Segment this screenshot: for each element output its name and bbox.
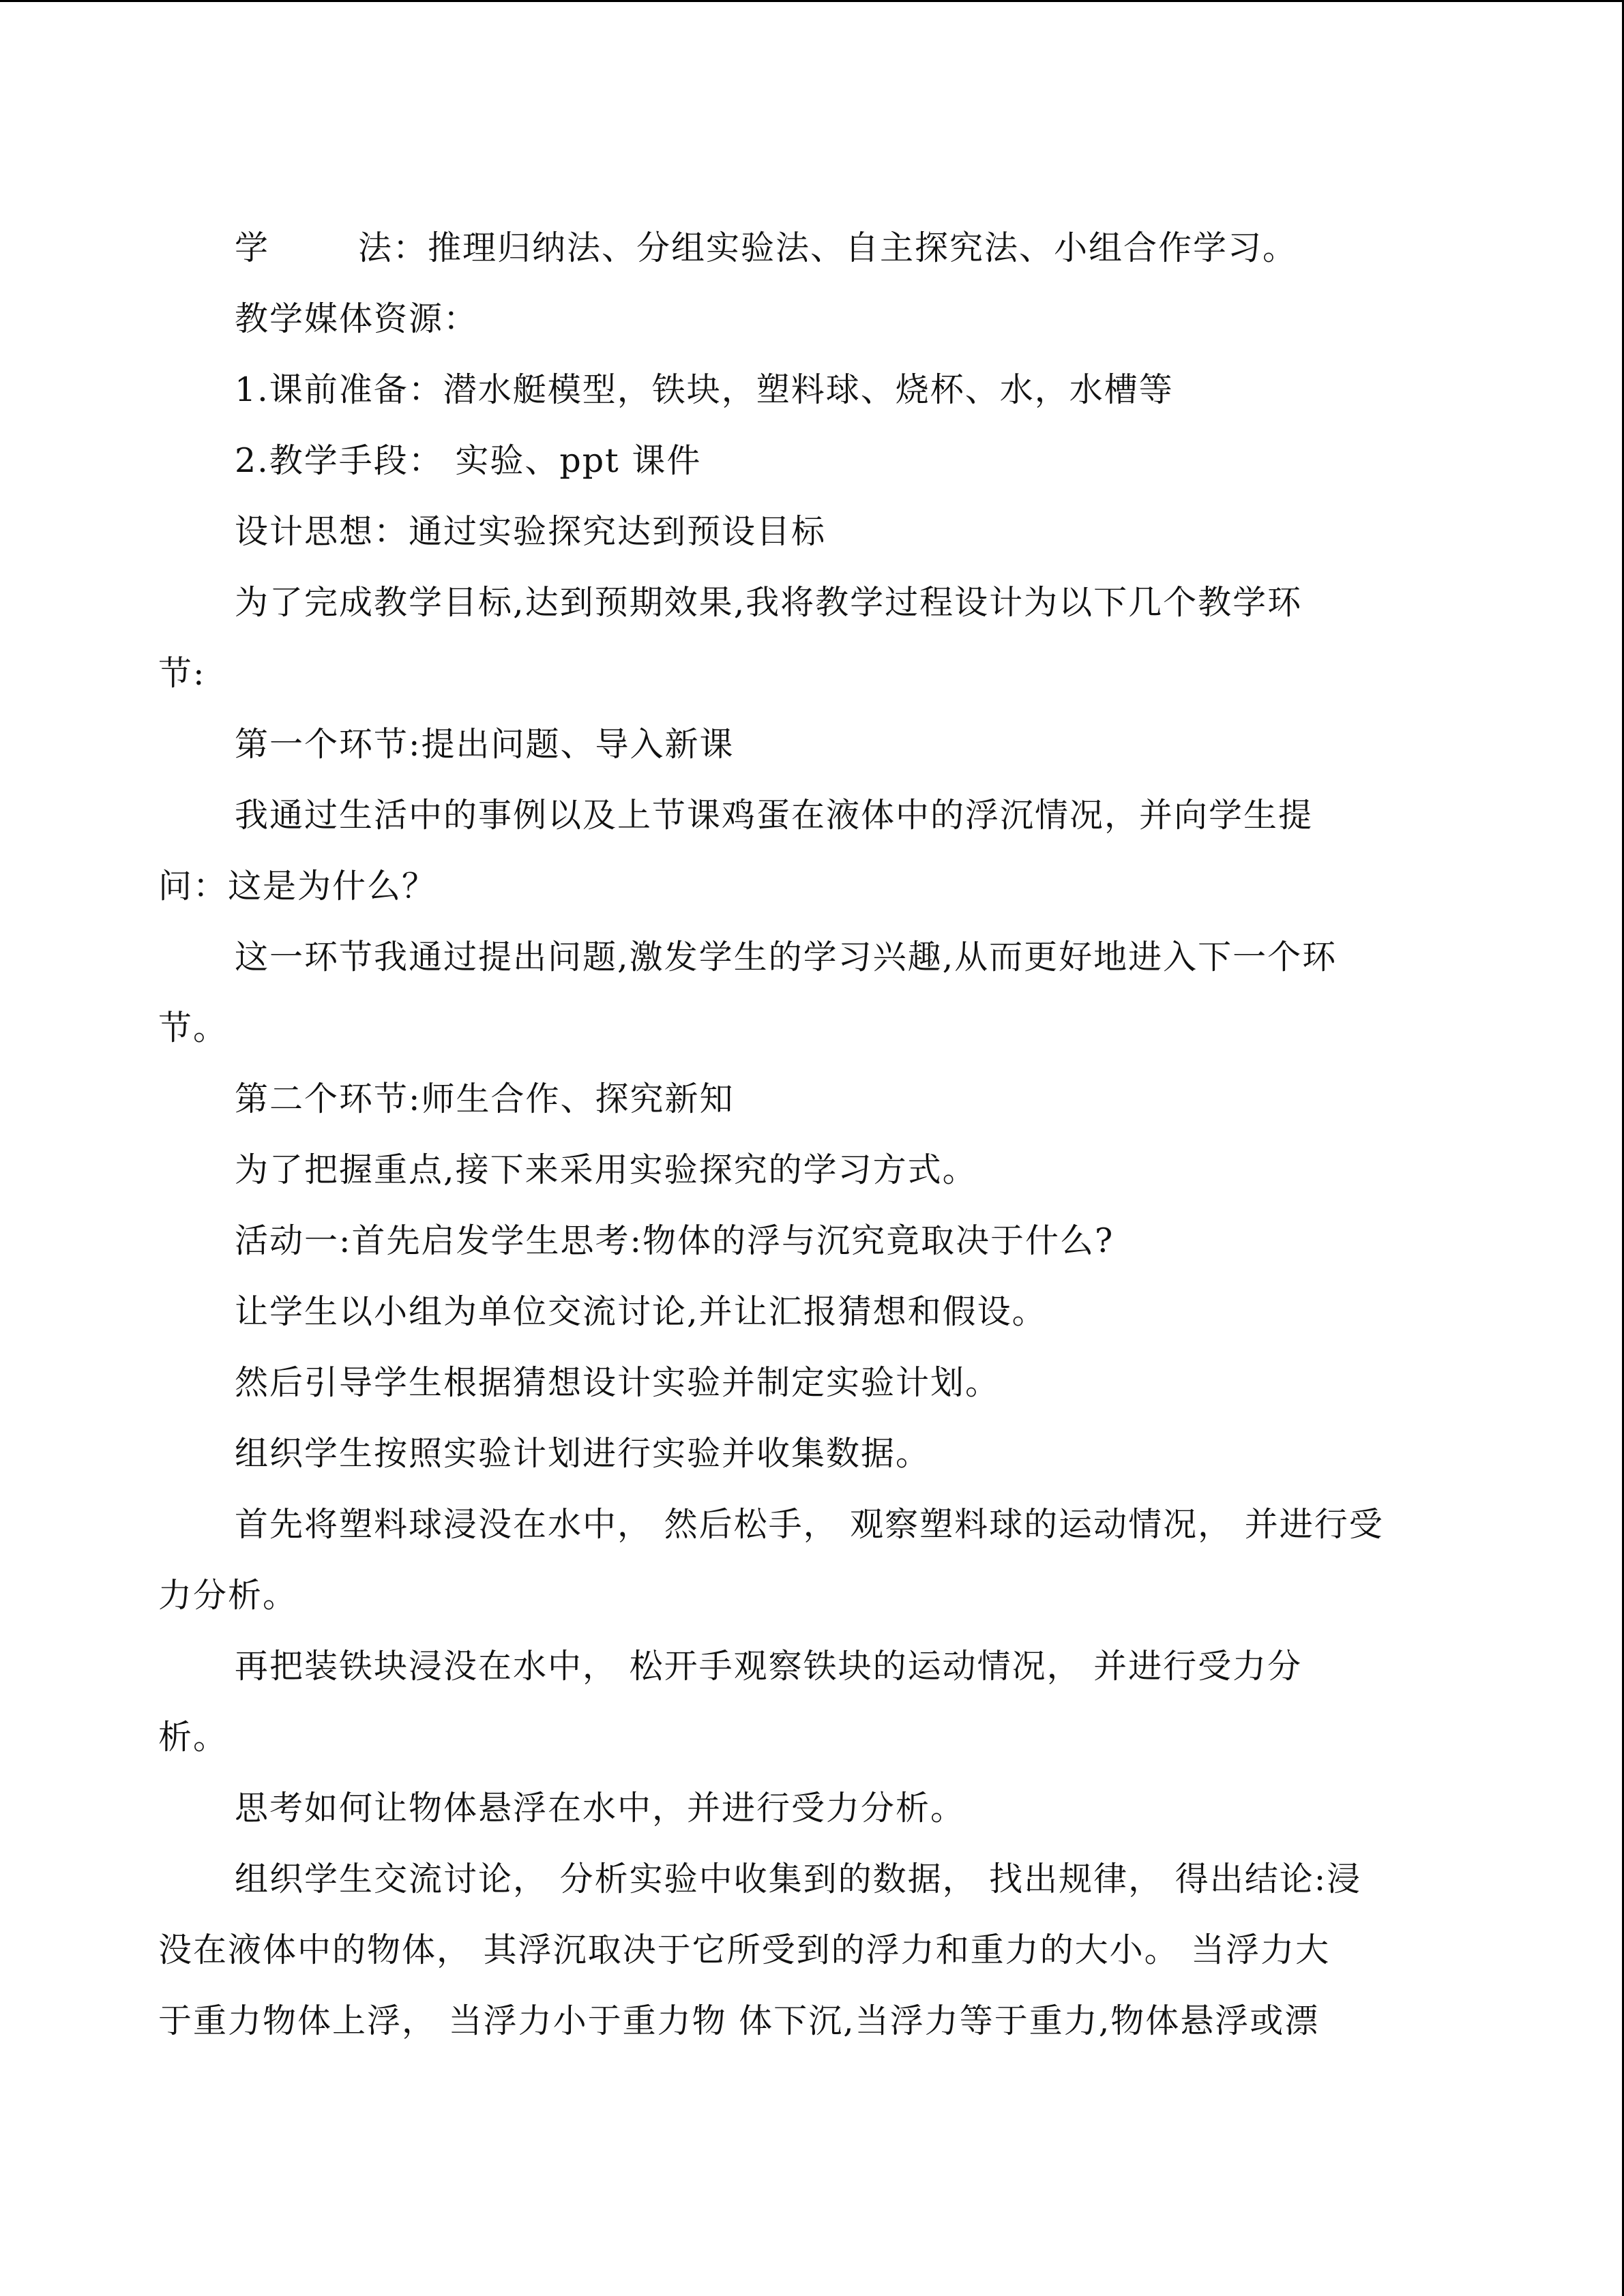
text-line: 教学媒体资源： bbox=[235, 299, 479, 338]
text-line: 问：这是为什么？ bbox=[158, 867, 437, 906]
text-line: 思考如何让物体悬浮在水中，并进行受力分析。 bbox=[235, 1789, 966, 1828]
document-body bbox=[158, 213, 1471, 2057]
text-line: 节。 bbox=[158, 1009, 228, 1047]
section-heading: 第一个环节:提出问题、导入新课 bbox=[235, 725, 735, 764]
text-line: 这一环节我通过提出问题,激发学生的学习兴趣,从而更好地进入下一个环 bbox=[235, 938, 1338, 976]
text-line: 为了把握重点,接下来采用实验探究的学习方式。 bbox=[235, 1150, 977, 1189]
text-line: 然后引导学生根据猜想设计实验并制定实验计划。 bbox=[235, 1363, 1001, 1402]
text-line: 没在液体中的物体， 其浮沉取决于它所受到的浮力和重力的大小。 当浮力大 bbox=[158, 1930, 1331, 1969]
text-line: 于重力物体上浮， 当浮力小于重力物 体下沉,当浮力等于重力,物体悬浮或漂 bbox=[158, 2001, 1320, 2040]
text-line: 活动一:首先启发学生思考:物体的浮与沉究竟取决于什么? bbox=[235, 1221, 1114, 1260]
section-heading: 第二个环节:师生合作、探究新知 bbox=[235, 1079, 735, 1118]
study-method-value: 法：推理归纳法、分组实验法、自主探究法、小组合作学习。 bbox=[358, 228, 1298, 267]
text-line-study-method bbox=[158, 213, 1471, 284]
text-line: 1.课前准备：潜水艇模型，铁块，塑料球、烧杯、水，水槽等 bbox=[235, 370, 1174, 409]
text-line: 让学生以小组为单位交流讨论,并让汇报猜想和假设。 bbox=[235, 1292, 1047, 1331]
text-line: 设计思想：通过实验探究达到预设目标 bbox=[235, 512, 827, 551]
text-line: 组织学生按照实验计划进行实验并收集数据。 bbox=[235, 1434, 931, 1473]
text-line: 首先将塑料球浸没在水中， 然后松手， 观察塑料球的运动情况， 并进行受 bbox=[235, 1505, 1384, 1544]
text-line: 节: bbox=[158, 654, 206, 693]
text-line: 再把装铁块浸没在水中， 松开手观察铁块的运动情况， 并进行受力分 bbox=[235, 1647, 1303, 1686]
text-line: 组织学生交流讨论， 分析实验中收集到的数据， 找出规律， 得出结论:浸 bbox=[235, 1860, 1362, 1898]
text-line: 为了完成教学目标,达到预期效果,我将教学过程设计为以下几个教学环 bbox=[235, 583, 1303, 622]
text-line: 2.教学手段： 实验、ppt 课件 bbox=[235, 441, 702, 480]
text-line: 力分析。 bbox=[158, 1576, 298, 1615]
text-line: 析。 bbox=[158, 1718, 228, 1757]
text-line: 我通过生活中的事例以及上节课鸡蛋在液体中的浮沉情况，并向学生提 bbox=[235, 796, 1314, 835]
study-method-label: 学 bbox=[235, 228, 270, 267]
